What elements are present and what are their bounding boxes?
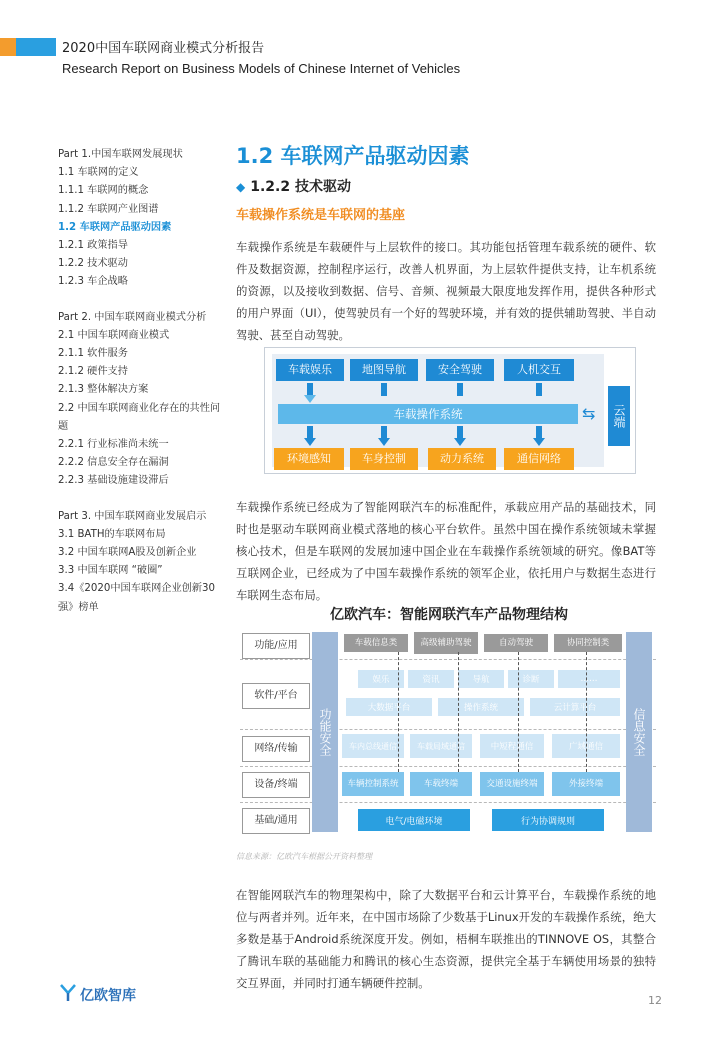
- row-label-function: 功能/应用: [242, 633, 310, 659]
- arrow-head-icon: [304, 438, 316, 446]
- box-cloud-platform: 云计算平台: [530, 698, 620, 716]
- arrow-down-icon: [381, 426, 387, 438]
- box-traffic-terminal: 交通设施终端: [480, 772, 544, 796]
- toc-item[interactable]: 2.1.3 整体解决方案: [58, 384, 149, 396]
- arrow-head-icon: [378, 438, 390, 446]
- arrow-down-icon: [307, 426, 313, 438]
- arrow-head-icon: [304, 395, 316, 403]
- box-diagnosis: 诊断: [508, 670, 554, 688]
- connector-line: [518, 652, 520, 772]
- box-local-area-comm: 车载局域通信: [410, 734, 472, 758]
- toc-item[interactable]: 2.1 中国车联网商业模式: [58, 329, 170, 341]
- connector-line: [458, 652, 460, 772]
- arrow-down-icon: [536, 426, 542, 438]
- toc-item[interactable]: 2.1.2 硬件支持: [58, 366, 128, 378]
- box-short-range-comm: 中短程通信: [480, 734, 544, 758]
- diamond-icon: ◆: [236, 180, 246, 194]
- highlight-title: 车载操作系统是车联网的基座: [236, 208, 406, 223]
- connector-line: [398, 652, 400, 772]
- toc-item[interactable]: 2.2.1 行业标准尚未统一: [58, 439, 169, 451]
- row-divider: [240, 766, 656, 767]
- toc-item[interactable]: 3.4《2020中国车联网企业创新30强》榜单: [58, 583, 215, 613]
- box-wide-area-comm: 广域通信: [552, 734, 620, 758]
- toc-item[interactable]: 1.2.2 技术驱动: [58, 258, 128, 270]
- arrow-head-icon: [454, 438, 466, 446]
- box-vehicle-terminal: 车载终端: [410, 772, 472, 796]
- connector-line: [586, 652, 588, 772]
- bidirectional-arrow-icon: ⇆: [582, 404, 596, 423]
- toc-item[interactable]: 2.1.1 软件服务: [58, 348, 128, 360]
- box-in-vehicle-bus: 车内总线通信: [342, 734, 404, 758]
- os-bar: 车载操作系统: [278, 404, 578, 424]
- toc-item[interactable]: Part 1.中国车联网发展现状: [58, 149, 183, 160]
- toc-item[interactable]: 2.2.3 基础设施建设滞后: [58, 475, 169, 487]
- diagram-box-safe-driving: 安全驾驶: [426, 359, 494, 381]
- box-navigation: 导航: [458, 670, 504, 688]
- arrow-up-icon: [457, 383, 463, 396]
- logo-icon: [60, 984, 76, 1002]
- box-operating-system: 操作系统: [438, 698, 524, 716]
- paragraph-2: 车载操作系统已经成为了智能网联汽车的标准配件，承载应用产品的基础技术，同时也是驱动车联网商业模式落地的核心平台软件。虽然中国在操作系统领域未掌握核心技术，但是车联网的发展加速中国企业在车载操作系统领域的研究。像BAT等互联网企业，已经成为了中国车载操作系统的领军企业，依托用户与数据生态进行车联网生态布局。: [236, 500, 656, 602]
- report-title-en: Research Report on Business Models of Chinese Internet of Vehicles: [62, 61, 461, 76]
- paragraph-3: 在智能网联汽车的物理架构中，除了大数据平台和云计算平台，车载操作系统的地位与两者并列。近年来，在中国市场除了少数基于Linux开发的车载操作系统，绝大多数是基于Android系统深度开发。例如，梧桐车联推出的TINNOVE OS，其整合了腾讯车联的基础能力和腾讯的核心生态资源，提供完全基于车辆使用场景的独特交互界面，并同时打通车辆硬件控制。: [236, 888, 656, 990]
- diagram-box-entertainment: 车载娱乐: [276, 359, 344, 381]
- paragraph-1: 车载操作系统是车载硬件与上层软件的接口。其功能包括管理车载系统的硬件、软件及数据资源，控制程序运行，改善人机界面，为上层软件提供支持，让车机系统的资源，以及接收到数据、信号、音频、视频最大限度地发挥作用，提供各种形式的用户界面（UI），使驾驶员有一个好的驾驶环境，并有效的提供辅助驾驶、半自动驾驶、甚至自动驾驶。: [236, 240, 656, 342]
- row-label-base: 基础/通用: [242, 808, 310, 834]
- box-external-terminal: 外接终端: [552, 772, 620, 796]
- box-vehicle-control: 车辆控制系统: [342, 772, 404, 796]
- arrow-head-icon: [533, 438, 545, 446]
- toc-item[interactable]: 3.1 BATH的车联网布局: [58, 528, 166, 540]
- header-accent-blue: [16, 38, 56, 56]
- brand-logo-text: 亿欧智库: [80, 988, 136, 1004]
- toc-item[interactable]: 3.3 中国车联网 “破圈”: [58, 565, 163, 577]
- sub-title: [236, 176, 351, 196]
- toc-item[interactable]: 3.2 中国车联网A股及创新企业: [58, 547, 197, 559]
- toc-item-active[interactable]: 1.2 车联网产品驱动因素: [58, 221, 172, 233]
- box-autonomous: 自动驾驶: [484, 634, 548, 652]
- toc-item[interactable]: 2.2.2 信息安全存在漏洞: [58, 457, 169, 469]
- toc-item[interactable]: 1.1 车联网的定义: [58, 167, 139, 179]
- toc-item[interactable]: 1.1.2 车联网产业图谱: [58, 203, 159, 215]
- cloud-label: 云端: [608, 386, 630, 446]
- row-label-network: 网络/传输: [242, 736, 310, 762]
- box-cooperative-control: 协同控制类: [554, 634, 622, 652]
- toc-item[interactable]: 2.2 中国车联网商业化存在的共性问题: [58, 402, 221, 432]
- functional-safety-column: 功能安全: [312, 632, 338, 832]
- page-number: 12: [648, 994, 662, 1007]
- toc-item[interactable]: 1.2.3 车企战略: [58, 276, 128, 288]
- section-title: 1.2 车联网产品驱动因素: [236, 144, 470, 168]
- toc-item[interactable]: 1.1.1 车联网的概念: [58, 185, 149, 197]
- diagram-box-network: 通信网络: [504, 448, 574, 470]
- table-of-contents: [58, 146, 223, 617]
- diagram-box-perception: 环境感知: [274, 448, 344, 470]
- report-title-cn: 2020中国车联网商业模式分析报告: [62, 41, 265, 56]
- box-adas: 高级辅助驾驶: [414, 632, 478, 654]
- diagram-box-powertrain: 动力系统: [428, 448, 496, 470]
- row-label-device: 设备/终端: [242, 772, 310, 798]
- box-in-vehicle-info: 车载信息类: [344, 634, 408, 652]
- box-more: ……: [558, 670, 620, 688]
- arrow-up-icon: [536, 383, 542, 396]
- information-security-column: 信息安全: [626, 632, 652, 832]
- row-divider: [240, 659, 656, 660]
- diagram-box-hmi: 人机交互: [504, 359, 574, 381]
- toc-item[interactable]: Part 2. 中国车联网商业模式分析: [58, 311, 207, 323]
- box-news: 资讯: [408, 670, 454, 688]
- architecture-diagram-title: 亿欧汽车：智能网联汽车产品物理结构: [330, 607, 568, 623]
- row-divider: [240, 802, 656, 803]
- box-big-data-platform: 大数据平台: [346, 698, 432, 716]
- box-electrical-env: 电气/电磁环境: [358, 809, 470, 831]
- toc-item[interactable]: Part 3. 中国车联网商业发展启示: [58, 510, 207, 522]
- toc-item[interactable]: 1.2.1 政策指导: [58, 240, 128, 252]
- diagram-box-navigation: 地图导航: [350, 359, 418, 381]
- arrow-down-icon: [457, 426, 463, 438]
- box-behavior-rules: 行为协调规则: [492, 809, 604, 831]
- sub-title-text: 1.2.2 技术驱动: [250, 179, 351, 195]
- arrow-up-icon: [381, 383, 387, 396]
- header-accent-orange: [0, 38, 16, 56]
- source-note: 信息来源：亿欧汽车根据公开资料整理: [236, 852, 372, 861]
- diagram-box-body-control: 车身控制: [350, 448, 418, 470]
- row-label-software: 软件/平台: [242, 683, 310, 709]
- row-divider: [240, 729, 656, 730]
- box-entertainment: 娱乐: [358, 670, 404, 688]
